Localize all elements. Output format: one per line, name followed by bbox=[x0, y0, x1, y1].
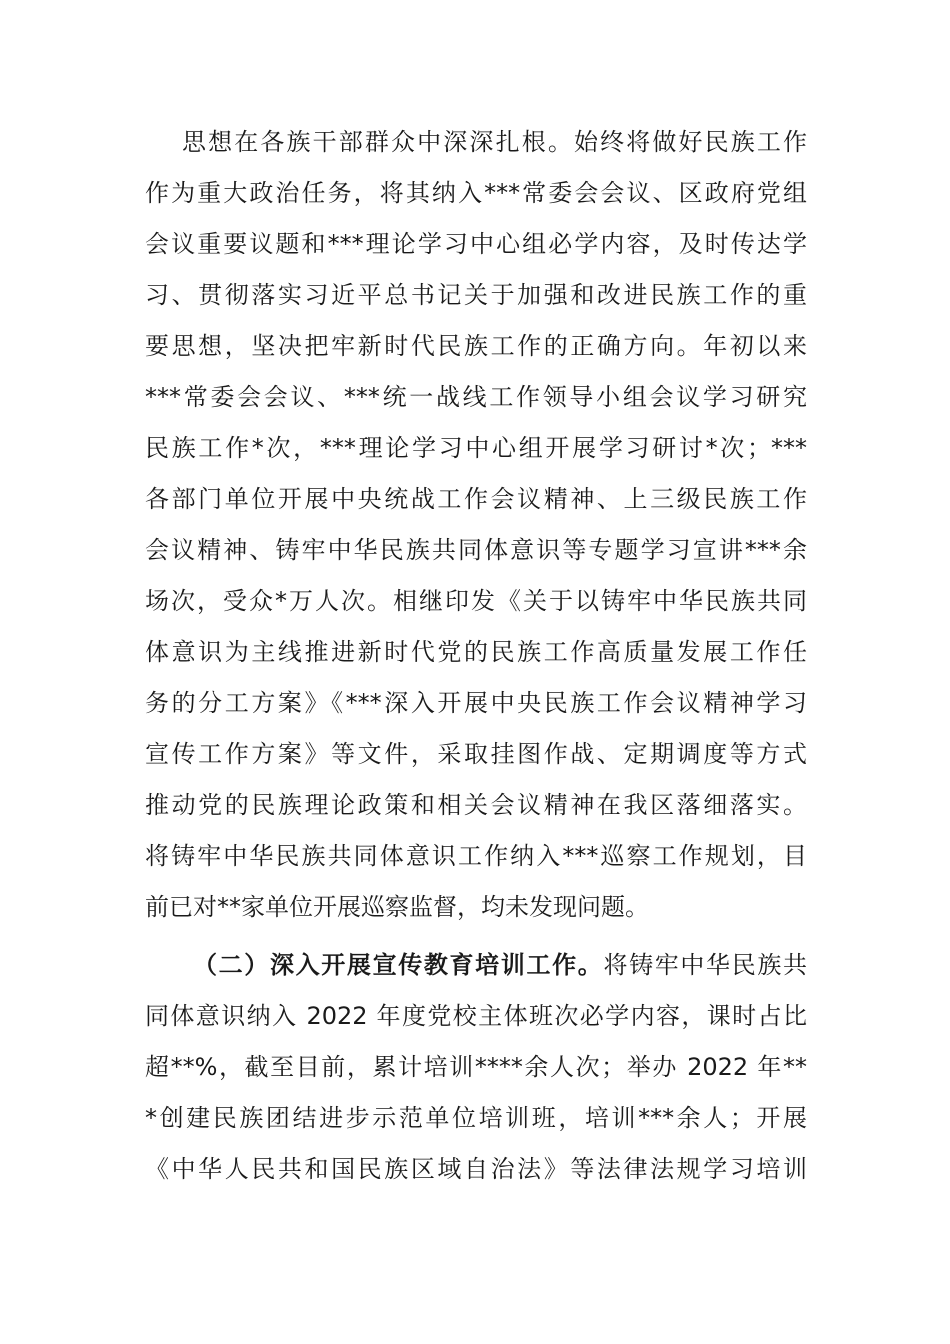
heading-line-rest: 将铸牢中华民族共 bbox=[603, 951, 807, 979]
text-line: 《中华人民共和国民族区域自治法》等法律法规学习培训 bbox=[145, 1155, 807, 1183]
text-line: 务的分工方案》《***深入开展中央民族工作会议精神学习 bbox=[145, 689, 807, 717]
text-line bbox=[145, 940, 807, 991]
text-line: 思想在各族干部群众中深深扎根。始终将做好民族工作 bbox=[182, 128, 807, 156]
text-line: 场次，受众*万人次。相继印发《关于以铸牢中华民族共同 bbox=[145, 587, 807, 615]
text-line: 宣传工作方案》等文件，采取挂图作战、定期调度等方式 bbox=[145, 740, 807, 768]
paragraph-2 bbox=[145, 940, 807, 1195]
text-line: 超**%，截至目前，累计培训****余人次；举办 2022 年** bbox=[145, 1053, 807, 1081]
text-line: 同体意识纳入 2022 年度党校主体班次必学内容，课时占比 bbox=[145, 1002, 807, 1030]
text-line: 习、贯彻落实习近平总书记关于加强和改进民族工作的重 bbox=[145, 281, 807, 309]
text-line: 将铸牢中华民族共同体意识工作纳入***巡察工作规划，目 bbox=[145, 842, 807, 870]
text-line: 推动党的民族理论政策和相关会议精神在我区落细落实。 bbox=[145, 791, 807, 819]
text-line: 要思想，坚决把牢新时代民族工作的正确方向。年初以来 bbox=[145, 332, 807, 360]
text-line: ***常委会会议、***统一战线工作领导小组会议学习研究 bbox=[145, 383, 807, 411]
section-heading: （二）深入开展宣传教育培训工作。 bbox=[193, 951, 604, 979]
text-line: 会议精神、铸牢中华民族共同体意识等专题学习宣讲***余 bbox=[145, 536, 807, 564]
text-line: 会议重要议题和***理论学习中心组必学内容，及时传达学 bbox=[145, 230, 807, 258]
text-line: 各部门单位开展中央统战工作会议精神、上三级民族工作 bbox=[145, 485, 807, 513]
text-line: 民族工作*次，***理论学习中心组开展学习研讨*次；*** bbox=[145, 434, 807, 462]
text-line: 前已对**家单位开展巡察监督，均未发现问题。 bbox=[145, 893, 649, 921]
text-line: *创建民族团结进步示范单位培训班，培训***余人；开展 bbox=[145, 1104, 807, 1132]
paragraph-1 bbox=[145, 117, 807, 933]
text-line: 作为重大政治任务，将其纳入***常委会会议、区政府党组 bbox=[145, 179, 807, 207]
text-line: 体意识为主线推进新时代党的民族工作高质量发展工作任 bbox=[145, 638, 807, 666]
